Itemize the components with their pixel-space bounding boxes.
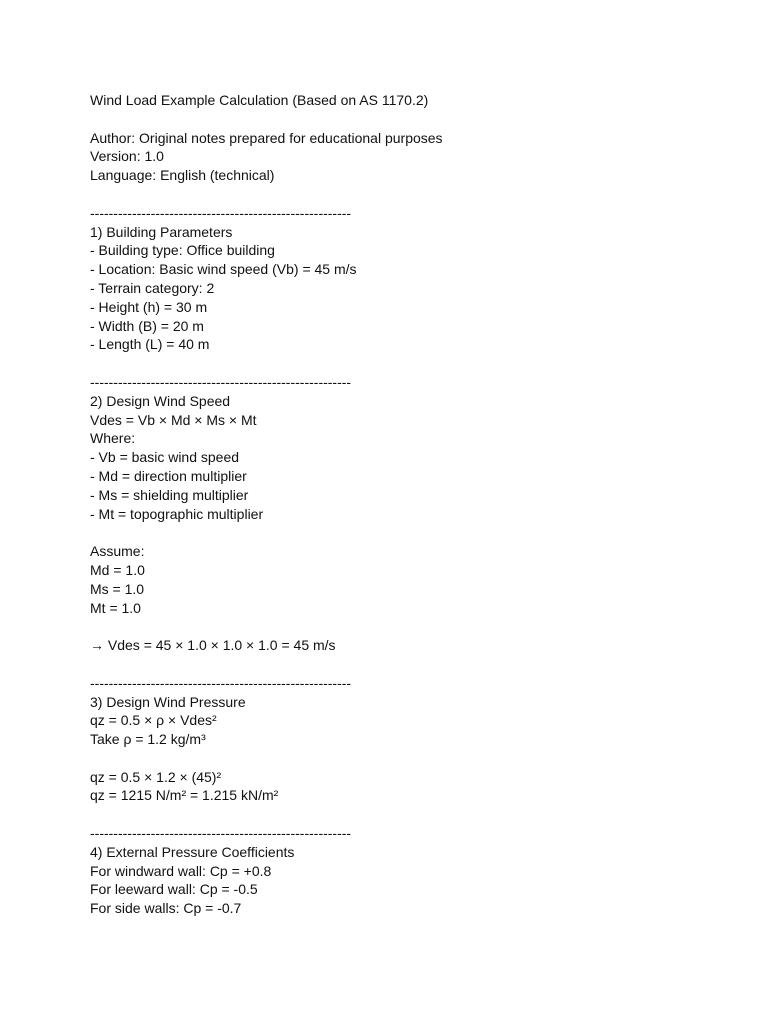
divider: -------------------------------------------------------- xyxy=(90,825,352,842)
list-item: - Vb = basic wind speed xyxy=(90,449,240,466)
list-item: - Terrain category: 2 xyxy=(90,279,215,296)
list-item: - Length (L) = 40 m xyxy=(90,336,210,353)
section-heading: 3) Design Wind Pressure xyxy=(90,693,246,710)
section-heading: 2) Design Wind Speed xyxy=(90,392,231,409)
list-item: - Height (h) = 30 m xyxy=(90,298,208,315)
spacer xyxy=(90,749,730,768)
document-body xyxy=(90,91,730,918)
author-line: Author: Original notes prepared for educational purposes xyxy=(90,129,443,146)
list-item: - Location: Basic wind speed (Vb) = 45 m/s xyxy=(90,261,357,278)
list-item: - Mt = topographic multiplier xyxy=(90,505,264,522)
version-line: Version: 1.0 xyxy=(90,148,164,165)
assumption-line: Ms = 1.0 xyxy=(90,580,145,597)
language-line: Language: English (technical) xyxy=(90,167,275,184)
coefficient-line: For side walls: Cp = -0.7 xyxy=(90,900,242,917)
spacer xyxy=(90,110,730,129)
spacer xyxy=(90,354,730,373)
coefficient-line: For windward wall: Cp = +0.8 xyxy=(90,862,272,879)
where-label: Where: xyxy=(90,430,136,447)
section-design-wind-speed xyxy=(90,373,730,655)
list-item: - Ms = shielding multiplier xyxy=(90,486,249,503)
spacer xyxy=(90,655,730,674)
calculation-line: qz = 0.5 × 1.2 × (45)² xyxy=(90,768,222,785)
calculation-line: qz = 1215 N/m² = 1.215 kN/m² xyxy=(90,787,279,804)
result-line: → Vdes = 45 × 1.0 × 1.0 × 1.0 = 45 m/s xyxy=(90,637,336,654)
list-item: - Width (B) = 20 m xyxy=(90,317,204,334)
spacer xyxy=(90,185,730,204)
spacer xyxy=(90,523,730,542)
density-line: Take ρ = 1.2 kg/m³ xyxy=(90,731,206,748)
spacer xyxy=(90,805,730,824)
section-design-wind-pressure xyxy=(90,674,730,806)
coefficient-line: For leeward wall: Cp = -0.5 xyxy=(90,881,258,898)
assumption-line: Mt = 1.0 xyxy=(90,599,141,616)
section-external-pressure-coefficients xyxy=(90,824,730,918)
section-heading: 1) Building Parameters xyxy=(90,223,233,240)
assume-label: Assume: xyxy=(90,543,145,560)
list-item: - Md = direction multiplier xyxy=(90,467,247,484)
section-building-parameters xyxy=(90,204,730,354)
document-title: Wind Load Example Calculation (Based on AS 1170.2) xyxy=(90,92,429,108)
divider: -------------------------------------------------------- xyxy=(90,674,352,691)
formula-line: qz = 0.5 × ρ × Vdes² xyxy=(90,712,217,729)
divider: -------------------------------------------------------- xyxy=(90,204,352,221)
spacer xyxy=(90,617,730,636)
divider: -------------------------------------------------------- xyxy=(90,373,352,390)
section-heading: 4) External Pressure Coefficients xyxy=(90,843,295,860)
assumption-line: Md = 1.0 xyxy=(90,561,145,578)
formula-line: Vdes = Vb × Md × Ms × Mt xyxy=(90,411,257,428)
list-item: - Building type: Office building xyxy=(90,242,275,259)
